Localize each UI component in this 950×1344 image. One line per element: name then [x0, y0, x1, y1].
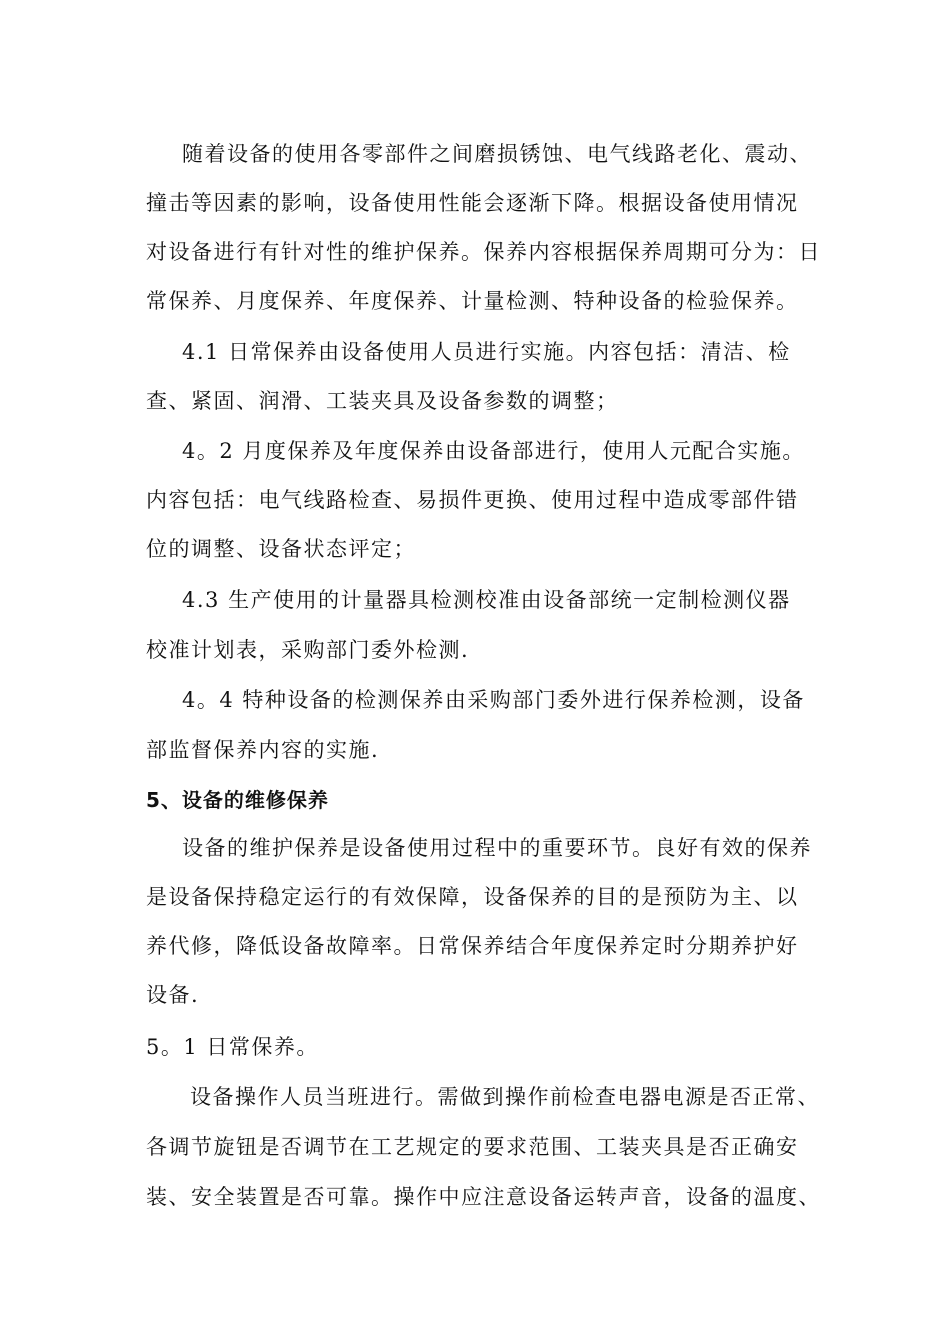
- paragraph-line: 位的调整、设备状态评定；: [146, 537, 416, 561]
- paragraph-line: 校准计划表，采购部门委外检测.: [146, 638, 470, 662]
- paragraph-line: 查、紧固、润滑、工装夹具及设备参数的调整；: [146, 389, 619, 413]
- paragraph-line: 随着设备的使用各零部件之间磨损锈蚀、电气线路老化、震动、: [182, 142, 812, 166]
- paragraph-line: 4.3 生产使用的计量器具检测校准由设备部统一定制检测仪器: [182, 588, 791, 612]
- paragraph-line: 设备.: [146, 983, 200, 1007]
- paragraph-line: 养代修，降低设备故障率。日常保养结合年度保养定时分期养护好: [146, 934, 799, 958]
- paragraph-line: 4.1 日常保养由设备使用人员进行实施。内容包括：清洁、检: [182, 340, 791, 364]
- paragraph-line: 4。4 特种设备的检测保养由采购部门委外进行保养检测，设备: [182, 688, 805, 712]
- paragraph-line: 常保养、月度保养、年度保养、计量检测、特种设备的检验保养。: [146, 289, 799, 313]
- paragraph-line: 内容包括：电气线路检查、易损件更换、使用过程中造成零部件错: [146, 488, 799, 512]
- section-heading: 5、设备的维修保养: [146, 788, 329, 812]
- paragraph-line: 对设备进行有针对性的维护保养。保养内容根据保养周期可分为：日: [146, 240, 821, 264]
- paragraph-line: 设备操作人员当班进行。需做到操作前检查电器电源是否正常、: [190, 1085, 820, 1109]
- paragraph-line: 是设备保持稳定运行的有效保障，设备保养的目的是预防为主、以: [146, 885, 799, 909]
- subsection-title: 5。1 日常保养。: [146, 1035, 319, 1059]
- paragraph-line: 装、安全装置是否可靠。操作中应注意设备运转声音，设备的温度、: [146, 1185, 821, 1209]
- paragraph-line: 撞击等因素的影响，设备使用性能会逐渐下降。根据设备使用情况: [146, 191, 799, 215]
- paragraph-line: 4。2 月度保养及年度保养由设备部进行，使用人元配合实施。: [182, 439, 805, 463]
- paragraph-line: 设备的维护保养是设备使用过程中的重要环节。良好有效的保养: [182, 836, 812, 860]
- paragraph-line: 部监督保养内容的实施.: [146, 738, 380, 762]
- paragraph-line: 各调节旋钮是否调节在工艺规定的要求范围、工装夹具是否正确安: [146, 1135, 799, 1159]
